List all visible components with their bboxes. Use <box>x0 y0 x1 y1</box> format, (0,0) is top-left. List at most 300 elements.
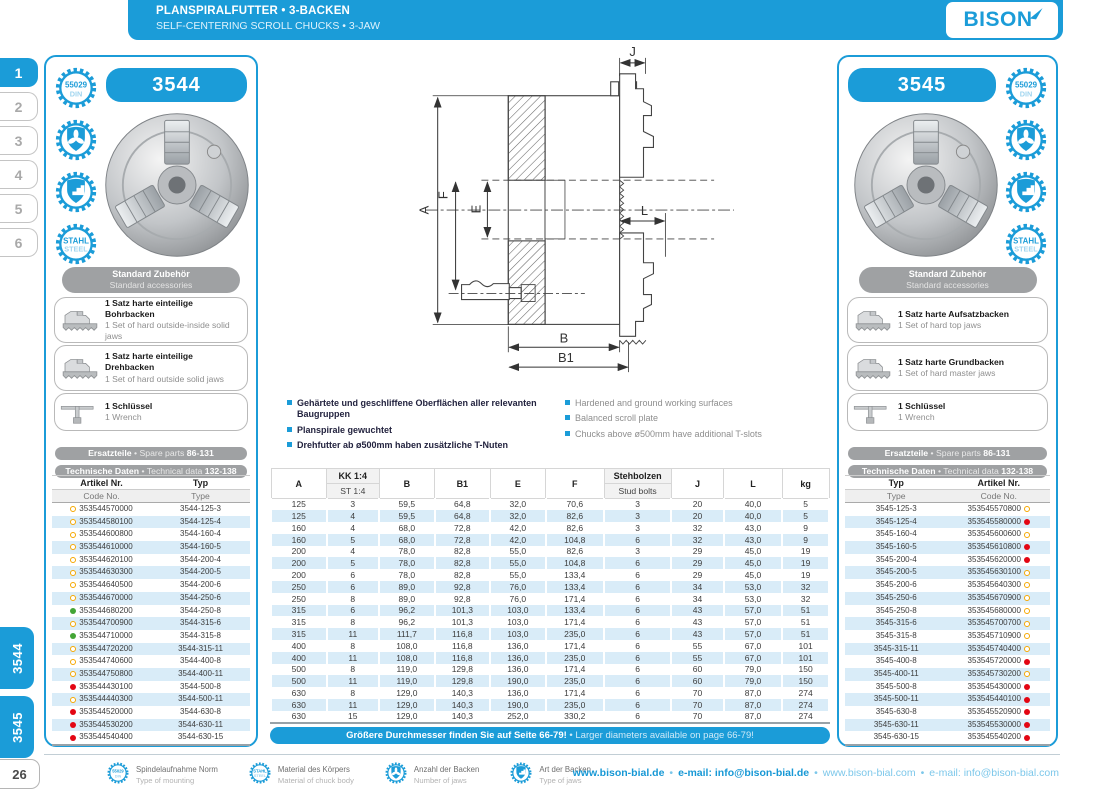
availability-dot-yellow <box>70 697 76 703</box>
dim-label-a: A <box>416 205 432 215</box>
dim-label-e: E <box>468 204 484 214</box>
feature-item-de: Planspirale gewuchtet <box>287 425 565 436</box>
article-type: 3544-250-8 <box>180 605 221 615</box>
dim-col-L: L <box>724 469 782 499</box>
availability-dot-yellow <box>1024 646 1030 652</box>
accessory-label-en: 1 Wrench <box>898 412 935 422</box>
nav-tab-3[interactable]: 3 <box>0 126 38 155</box>
dim-row: 250 8 89,0 92,8 76,0 171,4 6 34 53,0 32 <box>271 593 829 605</box>
accessory-label-de: 1 Satz harte Grundbacken <box>898 356 1005 367</box>
legend-label-de: Anzahl der Backen <box>413 765 480 775</box>
article-code: 353544670000 <box>79 592 133 602</box>
chuck-product-photo <box>101 109 253 261</box>
legend-label-en: Type of jaws <box>539 775 582 785</box>
article-row <box>52 605 250 618</box>
steel-gear-icon <box>1003 221 1049 267</box>
nav-tab-1[interactable]: 1 <box>0 58 38 87</box>
link-separator: • <box>814 767 818 779</box>
article-type: 3545-125-4 <box>875 516 917 526</box>
accessory-label-de: 1 Schlüssel <box>105 400 153 411</box>
footer-link[interactable]: www.bison-bial.de <box>572 767 665 779</box>
article-type: 3544-400-11 <box>178 668 223 678</box>
article-code: 353544720200 <box>79 643 133 653</box>
article-code: 353544700900 <box>79 618 133 628</box>
accessory-item <box>847 393 1048 431</box>
article-type: 3545-200-5 <box>875 567 917 577</box>
bison-logo-text: BISON <box>963 8 1033 31</box>
article-row <box>845 541 1050 554</box>
availability-dot-yellow <box>70 646 76 652</box>
article-type: 3544-500-11 <box>178 694 223 704</box>
bullet-square-icon <box>287 400 292 405</box>
svg-text:DIN: DIN <box>69 89 83 99</box>
dim-col-Stehbolzen: Stehbolzen <box>604 469 671 484</box>
article-row <box>845 693 1050 706</box>
svg-text:STEEL: STEEL <box>1014 244 1038 254</box>
chuck-product-photo <box>850 109 1002 261</box>
article-row <box>52 655 250 668</box>
article-code: 353544520000 <box>79 707 133 716</box>
dim-col-kg: kg <box>782 469 829 499</box>
dim-label-j: J <box>629 46 636 59</box>
accessory-label-en: 1 Wrench <box>105 412 142 422</box>
article-type: 3544-630-11 <box>178 719 223 729</box>
chuck-cross-section <box>462 74 654 344</box>
article-type: 3545-630-8 <box>875 707 917 716</box>
article-row <box>845 668 1050 681</box>
article-type: 3545-315-11 <box>873 643 919 653</box>
availability-dot-red <box>1024 709 1030 715</box>
nav-tab-2[interactable]: 2 <box>0 92 38 121</box>
footer-link[interactable]: www.bison-bial.com <box>822 767 916 779</box>
article-row <box>845 655 1050 668</box>
svg-text:STEEL: STEEL <box>64 244 88 254</box>
dim-col-J: J <box>671 469 724 499</box>
article-code: 353545740400 <box>967 643 1021 653</box>
availability-dot-yellow <box>70 570 76 576</box>
svg-text:55029: 55029 <box>112 768 124 774</box>
article-type: 3545-200-4 <box>875 554 917 564</box>
bison-logo <box>946 2 1058 38</box>
article-row <box>52 706 250 719</box>
article-type: 3544-200-4 <box>180 554 221 564</box>
article-row <box>845 643 1050 656</box>
article-row <box>52 668 250 681</box>
legend-item <box>384 761 479 790</box>
article-type: 3544-630-8 <box>180 707 221 716</box>
article-type: 3544-200-6 <box>180 580 221 590</box>
side-tab-3545-label: 3545 <box>9 711 25 743</box>
dim-col-A: A <box>271 469 327 499</box>
article-row <box>52 643 250 656</box>
article-type: 3545-160-4 <box>875 529 917 539</box>
article-type: 3545-250-6 <box>875 592 917 602</box>
article-code: 353545520900 <box>967 707 1021 716</box>
article-type: 3544-315-11 <box>178 643 223 653</box>
dim-label-b: B <box>559 330 569 346</box>
technical-data-pill: Technische Daten • Technical data 132-138 <box>55 465 247 478</box>
availability-dot-yellow <box>1024 671 1030 677</box>
article-row <box>52 516 250 529</box>
availability-dot-red <box>1024 659 1030 665</box>
dim-row: 315 11 111,7 116,8 103,0 235,0 6 43 57,0 51 <box>271 628 829 640</box>
legend-label-en: Type of mounting <box>136 775 195 785</box>
article-code: 353545600600 <box>967 529 1021 539</box>
article-type: 3544-315-6 <box>180 618 221 628</box>
availability-dot-yellow <box>1024 633 1030 639</box>
dim-row: 200 6 78,0 82,8 55,0 133,4 6 29 45,0 19 <box>271 569 829 581</box>
availability-dot-red <box>1024 684 1030 690</box>
din-gear-icon <box>1003 65 1049 111</box>
article-row <box>845 706 1050 719</box>
page-title: PLANSPIRALFUTTER • 3-BACKEN <box>156 5 351 17</box>
availability-dot-red <box>1024 544 1030 550</box>
feature-item-en: Chucks above ø500mm have additional T-slots <box>565 429 830 440</box>
dim-row: 125 3 59,5 64,8 32,0 70,6 3 20 40,0 5 <box>271 499 829 511</box>
legend-label-de: Spindelaufnahme Norm <box>136 765 218 775</box>
footer-legend <box>106 761 591 790</box>
article-row <box>845 605 1050 618</box>
article-code: 353545430000 <box>967 681 1021 691</box>
dim-row: 315 8 96,2 101,3 103,0 171,4 6 43 57,0 51 <box>271 616 829 628</box>
dim-label-f: F <box>435 191 451 200</box>
article-row <box>52 630 250 643</box>
article-code: 353545720000 <box>967 656 1021 666</box>
article-table <box>845 475 1050 746</box>
dim-row: 200 5 78,0 82,8 55,0 104,8 6 29 45,0 19 <box>271 557 829 569</box>
availability-dot-yellow <box>70 532 76 538</box>
svg-text:DIN: DIN <box>114 774 122 779</box>
bullet-square-icon <box>287 427 292 432</box>
footer-divider <box>44 754 1060 755</box>
legend-label-en: Material of chuck body <box>277 775 354 785</box>
article-type: 3544-160-5 <box>180 542 221 552</box>
footer-link[interactable]: e-mail: info@bison-bial.de <box>678 767 810 779</box>
features-en <box>565 398 830 444</box>
article-row <box>845 719 1050 732</box>
availability-dot-red <box>1024 722 1030 728</box>
jawtype-gear-icon <box>53 169 99 215</box>
article-row <box>52 693 250 706</box>
article-type: 3544-630-15 <box>177 732 224 742</box>
availability-dot-green <box>70 633 76 639</box>
article-row <box>52 719 250 732</box>
article-type: 3545-200-6 <box>875 580 917 590</box>
article-table-subheader: Code No. Type <box>52 490 250 503</box>
article-type: 3544-500-8 <box>180 681 221 691</box>
dimensions-table <box>270 468 830 724</box>
availability-dot-red <box>70 735 76 741</box>
article-row <box>52 681 250 694</box>
larger-diameters-banner <box>270 727 830 744</box>
accessory-item <box>847 345 1048 391</box>
nav-tab-6[interactable]: 6 <box>0 228 38 257</box>
footer-links <box>573 767 1059 779</box>
banner-text-en: • Larger diameters available on page 66-79! <box>566 730 754 741</box>
availability-dot-yellow <box>70 519 76 525</box>
availability-dot-red <box>1024 697 1030 703</box>
article-table-subheader: Type Code No. <box>845 490 1050 503</box>
svg-text:DIN: DIN <box>1019 89 1033 99</box>
nav-tab-5[interactable]: 5 <box>0 194 38 223</box>
dimensions-table-header <box>271 469 829 499</box>
article-code: 353544630300 <box>79 567 133 577</box>
page-number: 26 <box>0 759 40 789</box>
article-code: 353544540400 <box>79 732 133 742</box>
dim-col-B1: B1 <box>435 469 491 499</box>
dim-row: 400 11 108,0 116,8 136,0 235,0 6 55 67,0 101 <box>271 652 829 664</box>
accessory-label-en: 1 Set of hard master jaws <box>898 368 996 378</box>
dim-label-b1: B1 <box>558 350 574 366</box>
dimensions-table-body <box>271 499 829 723</box>
features-de <box>287 398 565 455</box>
product-panel-3544 <box>44 55 258 747</box>
feature-item-en: Hardened and ground working surfaces <box>565 398 830 409</box>
article-type: 3544-250-6 <box>180 592 221 602</box>
dim-row: 315 6 96,2 101,3 103,0 133,4 6 43 57,0 51 <box>271 605 829 617</box>
article-code: 353545670900 <box>967 592 1021 602</box>
dim-col-F: F <box>546 469 604 499</box>
article-code: 353545710900 <box>967 630 1021 640</box>
article-code: 353545580000 <box>967 516 1021 526</box>
article-row <box>845 681 1050 694</box>
jaws-gear-icon <box>1003 117 1049 163</box>
dim-subcol-Stud bolts: Stud bolts <box>604 484 671 499</box>
dim-row: 400 8 108,0 116,8 136,0 171,4 6 55 67,0 101 <box>271 640 829 652</box>
side-tab-3545[interactable] <box>0 696 34 758</box>
availability-dot-red <box>70 709 76 715</box>
jaws-gear-icon <box>53 117 99 163</box>
article-code: 353544530200 <box>79 719 133 729</box>
dim-label-l: L <box>640 203 649 219</box>
article-type: 3545-315-8 <box>875 630 917 640</box>
availability-dot-yellow <box>1024 570 1030 576</box>
article-row <box>52 579 250 592</box>
article-row <box>845 528 1050 541</box>
availability-dot-red <box>1024 519 1030 525</box>
availability-dot-yellow <box>70 671 76 677</box>
dim-col-B: B <box>379 469 435 499</box>
availability-dot-yellow <box>70 659 76 665</box>
availability-dot-red <box>70 684 76 690</box>
legend-item <box>106 761 218 790</box>
page-header <box>128 0 1063 40</box>
availability-dot-red <box>1024 557 1030 563</box>
article-code: 353544640500 <box>79 580 133 590</box>
article-row <box>52 503 250 516</box>
article-type: 3545-400-11 <box>873 668 919 678</box>
legend-label-de: Material des Körpers <box>277 765 350 775</box>
dim-row: 630 15 129,0 140,3 252,0 330,2 6 70 87,0 274 <box>271 711 829 723</box>
article-code: 353544610000 <box>79 542 133 552</box>
article-code: 353544440300 <box>79 694 133 704</box>
article-code: 353545440100 <box>967 694 1021 704</box>
availability-dot-green <box>70 608 76 614</box>
bullet-square-icon <box>565 431 570 436</box>
accessory-label-en: 1 Set of hard top jaws <box>898 320 982 330</box>
article-code: 353545630100 <box>967 567 1021 577</box>
accessories-title: Standard Zubehör Standard accessories <box>62 267 240 293</box>
dim-subcol-ST 1:4: ST 1:4 <box>327 484 380 499</box>
article-row <box>845 617 1050 630</box>
article-row <box>845 579 1050 592</box>
article-type: 3544-125-4 <box>180 516 221 526</box>
availability-dot-yellow <box>1024 621 1030 627</box>
article-type: 3545-400-8 <box>875 656 917 666</box>
spare-parts-pill: Ersatzteile • Spare parts 86-131 <box>55 447 247 460</box>
side-tab-3544[interactable] <box>0 627 34 689</box>
dim-row: 630 8 129,0 140,3 136,0 171,4 6 70 87,0 274 <box>271 687 829 699</box>
dim-col-KK 1:4: KK 1:4 <box>327 469 380 484</box>
availability-dot-red <box>70 722 76 728</box>
link-separator: • <box>920 767 925 779</box>
jaws-gear-icon <box>384 761 408 790</box>
dim-row: 160 4 68,0 72,8 42,0 82,6 3 32 43,0 9 <box>271 522 829 534</box>
bullet-square-icon <box>565 415 570 420</box>
article-row <box>845 592 1050 605</box>
page-subtitle: SELF-CENTERING SCROLL CHUCKS • 3-JAW <box>156 20 381 32</box>
din-gear-icon <box>106 761 130 790</box>
article-type: 3544-315-8 <box>180 630 221 640</box>
footer-link[interactable]: e-mail: info@bison-bial.com <box>929 767 1059 779</box>
article-row <box>52 731 250 744</box>
article-type: 3544-400-8 <box>180 656 221 666</box>
accessory-label-de: 1 Schlüssel <box>898 400 946 411</box>
dim-row: 200 4 78,0 82,8 55,0 82,6 3 29 45,0 19 <box>271 546 829 558</box>
svg-text:55029: 55029 <box>1014 80 1038 90</box>
article-row <box>845 566 1050 579</box>
article-row <box>52 617 250 630</box>
model-number: 3544 <box>106 68 247 102</box>
technical-data-pill: Technische Daten • Technical data 132-138 <box>848 465 1047 478</box>
technical-drawing <box>285 46 830 394</box>
availability-dot-yellow <box>1024 582 1030 588</box>
jawtype-gear-icon <box>509 761 533 790</box>
accessory-item <box>54 297 248 343</box>
article-code: 353544600800 <box>79 529 133 539</box>
accessories-title: Standard Zubehör Standard accessories <box>859 267 1037 293</box>
side-tab-3544-label: 3544 <box>9 642 25 674</box>
accessory-item <box>847 297 1048 343</box>
dim-row: 500 11 119,0 129,8 190,0 235,0 6 60 79,0 150 <box>271 675 829 687</box>
availability-dot-yellow <box>1024 506 1030 512</box>
feature-item-de: Drehfutter ab ø500mm haben zusätzliche T-Nuten <box>287 440 565 451</box>
article-type: 3545-500-11 <box>873 694 919 704</box>
dim-row: 125 4 59,5 64,8 32,0 82,6 3 20 40,0 5 <box>271 510 829 522</box>
steel-gear-icon <box>248 761 272 790</box>
article-code: 353545610800 <box>967 542 1021 552</box>
availability-dot-yellow <box>70 621 76 627</box>
accessory-label-en: 1 Set of hard outside solid jaws <box>105 373 224 384</box>
article-table-header: Artikel Nr. Typ <box>52 475 250 490</box>
article-code: 353545540200 <box>967 732 1021 742</box>
model-number: 3545 <box>848 68 996 102</box>
availability-dot-yellow <box>70 582 76 588</box>
article-code: 353544430100 <box>79 681 133 691</box>
dim-row: 160 5 68,0 72,8 42,0 104,8 6 32 43,0 9 <box>271 534 829 546</box>
article-row <box>845 554 1050 567</box>
product-panel-3545 <box>837 55 1058 747</box>
availability-dot-yellow <box>1024 608 1030 614</box>
article-row <box>52 541 250 554</box>
accessory-label-en: 1 Set of hard outside-inside solid jaws <box>105 320 230 342</box>
svg-text:STAHL: STAHL <box>63 236 89 246</box>
din-gear-icon <box>53 65 99 111</box>
article-row <box>52 554 250 567</box>
article-type: 3545-125-3 <box>875 504 917 513</box>
accessory-label-de: 1 Satz harte einteilige Drehbacken <box>105 351 193 373</box>
article-code: 353545620000 <box>967 554 1021 564</box>
dim-row: 630 11 129,0 140,3 190,0 235,0 6 70 87,0 274 <box>271 699 829 711</box>
article-code: 353544570000 <box>79 504 133 513</box>
article-row <box>845 516 1050 529</box>
article-type: 3544-125-3 <box>180 504 221 513</box>
dim-row: 250 6 89,0 92,8 76,0 133,4 6 34 53,0 32 <box>271 581 829 593</box>
legend-label-en: Number of jaws <box>413 775 467 785</box>
article-table <box>52 475 250 746</box>
article-type: 3545-160-5 <box>875 542 917 552</box>
availability-dot-yellow <box>70 506 76 512</box>
availability-dot-yellow <box>1024 595 1030 601</box>
article-code: 353545680000 <box>967 605 1021 615</box>
svg-text:55029: 55029 <box>64 80 88 90</box>
article-row <box>52 528 250 541</box>
article-code: 353545730200 <box>967 668 1021 678</box>
article-row <box>845 503 1050 516</box>
article-code: 353545640300 <box>967 580 1021 590</box>
svg-text:STEEL: STEEL <box>253 773 267 778</box>
article-type: 3545-315-6 <box>875 618 917 628</box>
article-table-header: Typ Artikel Nr. <box>845 475 1050 490</box>
legend-item <box>248 761 354 790</box>
bullet-square-icon <box>565 400 570 405</box>
banner-text-de: Größere Durchmesser finden Sie auf Seite 66-79! <box>346 730 567 741</box>
accessory-label-de: 1 Satz harte Aufsatzbacken <box>898 308 1009 319</box>
article-row <box>845 630 1050 643</box>
link-separator: • <box>669 767 674 779</box>
availability-dot-red <box>1024 735 1030 741</box>
article-type: 3544-160-4 <box>180 529 221 539</box>
nav-tab-4[interactable]: 4 <box>0 160 38 189</box>
jawtype-gear-icon <box>1003 169 1049 215</box>
article-code: 353544710000 <box>79 630 133 640</box>
accessory-item <box>54 345 248 391</box>
accessory-label-de: 1 Satz harte einteilige Bohrbacken <box>105 297 193 319</box>
spare-parts-pill: Ersatzteile • Spare parts 86-131 <box>848 447 1047 460</box>
article-row <box>52 592 250 605</box>
article-code: 353545570800 <box>967 504 1021 513</box>
bullet-square-icon <box>287 442 292 447</box>
article-code: 353544680200 <box>79 605 133 615</box>
article-code: 353544750800 <box>79 668 133 678</box>
article-code: 353544620100 <box>79 554 133 564</box>
feature-item-en: Balanced scroll plate <box>565 413 830 424</box>
steel-gear-icon <box>53 221 99 267</box>
article-row <box>52 566 250 579</box>
accessory-item <box>54 393 248 431</box>
article-code: 353545530000 <box>967 719 1021 729</box>
article-row <box>845 731 1050 744</box>
article-type: 3545-250-8 <box>875 605 917 615</box>
dim-col-E: E <box>490 469 546 499</box>
article-type: 3545-630-15 <box>873 732 919 742</box>
article-code: 353544740600 <box>79 656 133 666</box>
article-type: 3545-630-11 <box>873 719 919 729</box>
article-code: 353545700700 <box>967 618 1021 628</box>
article-type: 3545-500-8 <box>875 681 917 691</box>
legend-label-de: Art der Backen <box>539 765 591 775</box>
availability-dot-yellow <box>70 595 76 601</box>
